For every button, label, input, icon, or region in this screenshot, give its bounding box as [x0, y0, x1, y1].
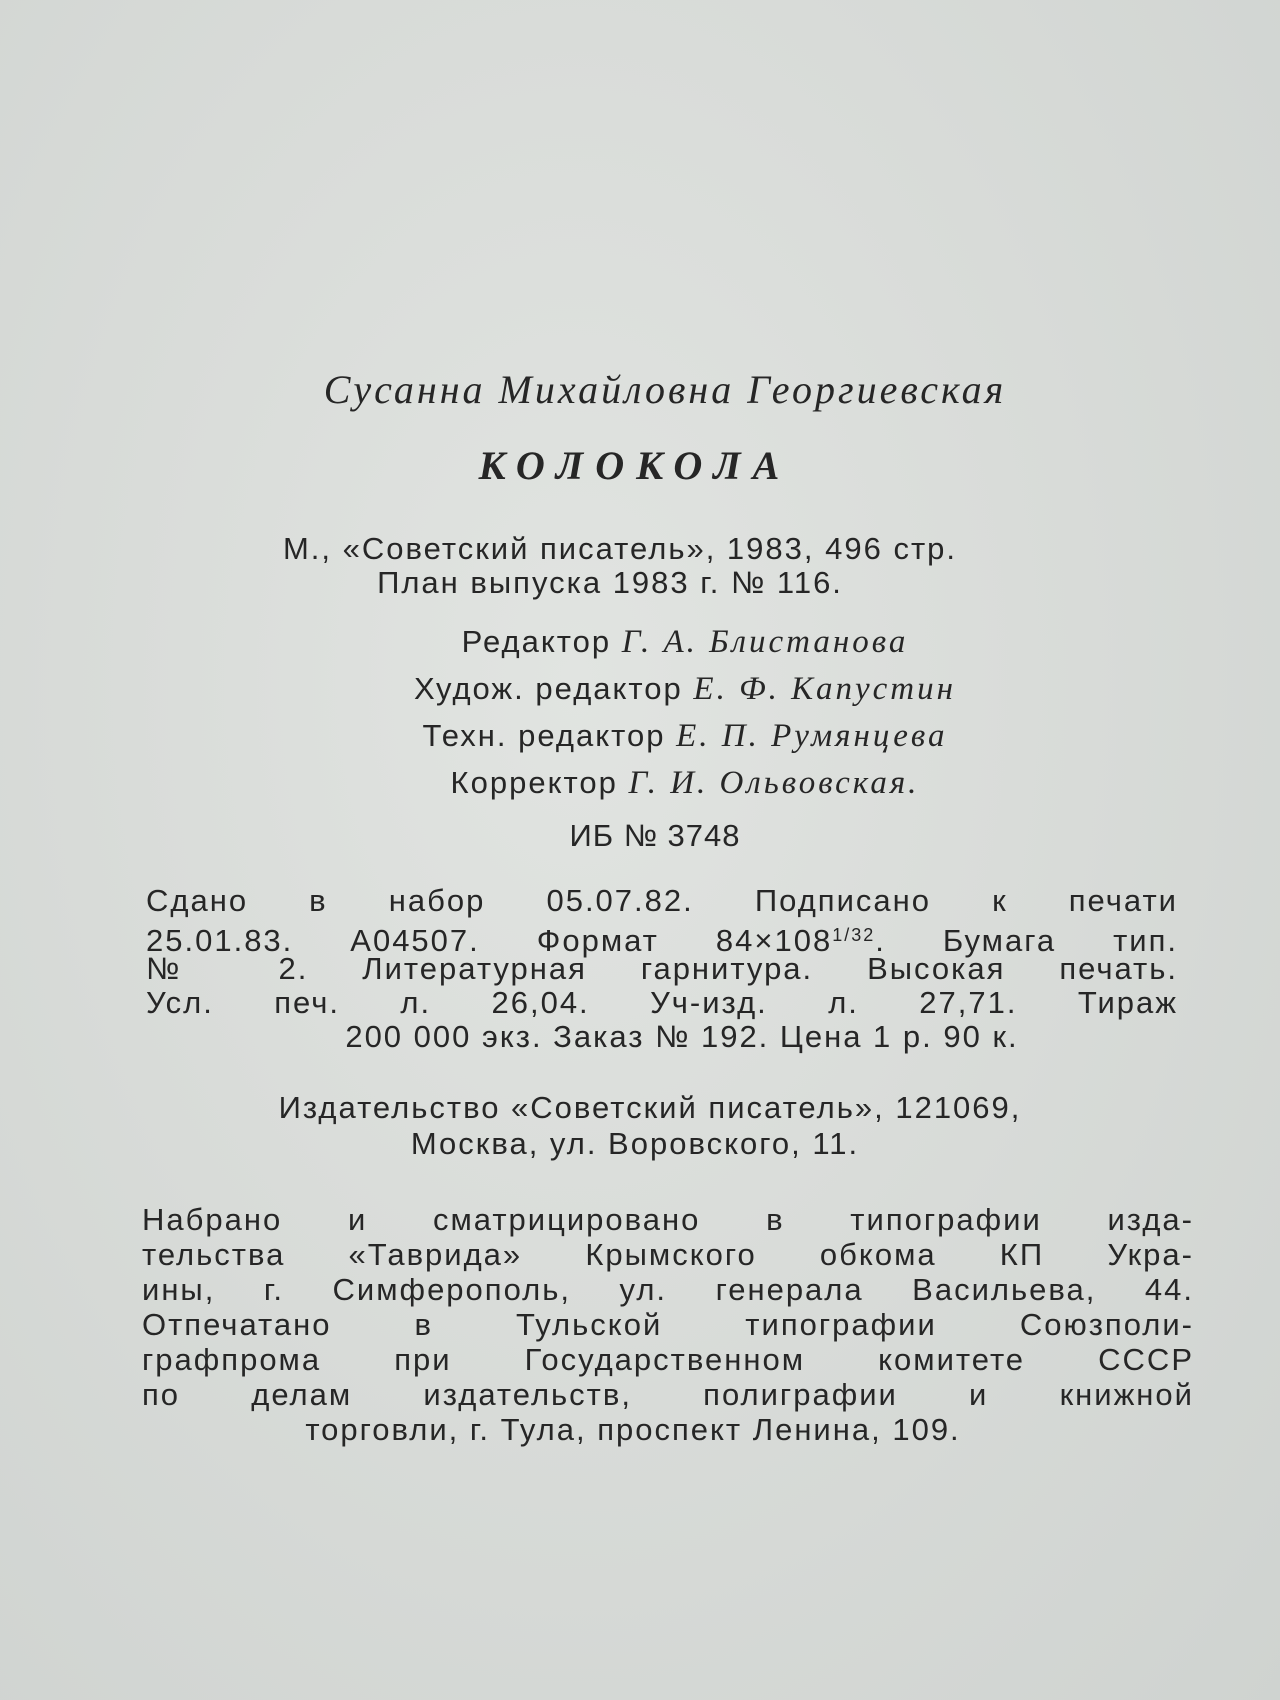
printing-line: Отпечатано в Тульской типографии Союзполи- — [142, 1307, 1194, 1342]
publication-line-1: М., «Советский писатель», 1983, 496 стр. — [282, 531, 958, 566]
staff-role: Техн. редактор — [422, 718, 666, 753]
staff-role: Редактор — [461, 624, 612, 659]
printing-line: Набрано и сматрицировано в типографии изда- — [142, 1202, 1194, 1237]
publisher-line-2: Москва, ул. Воровского, 11. — [410, 1126, 860, 1161]
printing-line: торговли, г. Тула, проспект Ленина, 109. — [305, 1412, 961, 1447]
staff-role: Корректор — [450, 765, 618, 800]
author-name: Сусанна Михайловна Георгиевская — [323, 367, 1007, 412]
technical-line-5: 200 000 экз. Заказ № 192. Цена 1 р. 90 к. — [345, 1019, 1019, 1054]
technical-details — [146, 884, 1178, 1054]
book-title: КОЛОКОЛА — [478, 443, 792, 488]
technical-line-2-b: . Бумага тип. — [875, 923, 1178, 958]
staff-name: Е. П. Румянцева — [676, 718, 948, 754]
technical-line-2 — [146, 918, 1178, 958]
format-fraction: 1/32 — [832, 925, 876, 945]
technical-line-3: № 2. Литературная гарнитура. Высокая печать. — [146, 951, 1178, 986]
staff-row-art-editor — [190, 665, 1180, 712]
staff-row-proofreader — [190, 759, 1180, 806]
ib-number: ИБ № 3748 — [569, 818, 741, 853]
staff-list — [120, 618, 1180, 806]
printing-line: ины, г. Симферополь, ул. генерала Васильева, 44. — [142, 1272, 1194, 1307]
publisher-address — [120, 1090, 1180, 1162]
imprint-block — [120, 367, 1194, 1447]
technical-line-1: Сдано в набор 05.07.82. Подписано к печати — [146, 883, 1178, 918]
publisher-line-1: Издательство «Советский писатель», 121069, — [278, 1090, 1022, 1125]
staff-name: Г. А. Блистанова — [621, 624, 909, 660]
publication-line-2: План выпуска 1983 г. № 116. — [377, 565, 843, 600]
printing-line: по делам издательств, полиграфии и книжной — [142, 1377, 1194, 1412]
technical-line-4: Усл. печ. л. 26,04. Уч-изд. л. 27,71. Тираж — [146, 985, 1178, 1020]
printing-line: графпрома при Государственном комитете СССР — [142, 1342, 1194, 1377]
staff-role: Худож. редактор — [413, 671, 683, 706]
staff-name: Е. Ф. Капустин — [693, 671, 957, 707]
staff-row-editor — [190, 618, 1180, 665]
printing-info — [142, 1202, 1194, 1447]
staff-row-tech-editor — [190, 712, 1180, 759]
printing-line: тельства «Таврида» Крымского обкома КП Укра- — [142, 1237, 1194, 1272]
technical-line-2-a: 25.01.83. А04507. Формат 84×108 — [146, 923, 833, 958]
publication-info — [120, 532, 1180, 600]
staff-name: Г. И. Ольвовская. — [628, 765, 920, 801]
